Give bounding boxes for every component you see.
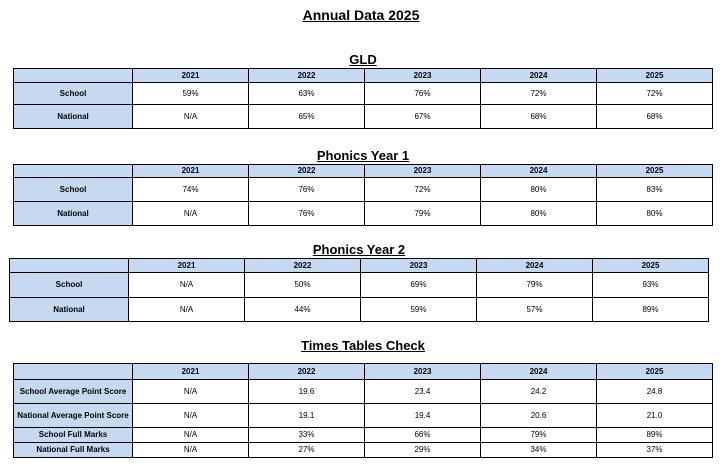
value-cell: 80% <box>481 202 597 226</box>
row-label: National <box>10 298 129 322</box>
table-row <box>14 178 713 202</box>
year-header: 2023 <box>361 259 477 273</box>
value-cell: 24.8 <box>597 380 713 404</box>
row-label: National Full Marks <box>14 443 133 458</box>
value-cell: 93% <box>593 273 709 298</box>
value-cell: 23.4 <box>365 380 481 404</box>
value-cell: N/A <box>129 298 245 322</box>
corner-cell <box>10 259 129 273</box>
value-cell: N/A <box>133 202 249 226</box>
times-tables-check-section-title: Times Tables Check <box>301 338 425 353</box>
year-header: 2021 <box>129 259 245 273</box>
value-cell: 76% <box>249 178 365 202</box>
year-header: 2023 <box>365 364 481 380</box>
times-tables-check-table <box>13 363 713 458</box>
gld-section-title: GLD <box>349 52 377 67</box>
value-cell: 33% <box>249 428 365 443</box>
value-cell: 68% <box>597 105 713 129</box>
row-label: School <box>14 83 133 105</box>
value-cell: 80% <box>481 178 597 202</box>
value-cell: 89% <box>593 298 709 322</box>
year-header: 2021 <box>133 69 249 83</box>
value-cell: N/A <box>133 443 249 458</box>
value-cell: 63% <box>249 83 365 105</box>
gld-table <box>13 68 713 129</box>
value-cell: 19.6 <box>249 380 365 404</box>
value-cell: 89% <box>597 428 713 443</box>
value-cell: 59% <box>361 298 477 322</box>
year-header: 2023 <box>365 69 481 83</box>
table-row <box>14 83 713 105</box>
value-cell: 34% <box>481 443 597 458</box>
value-cell: 24.2 <box>481 380 597 404</box>
value-cell: 57% <box>477 298 593 322</box>
row-label: National <box>14 105 133 129</box>
value-cell: 79% <box>477 273 593 298</box>
table-row <box>10 298 709 322</box>
table-row <box>14 428 713 443</box>
value-cell: N/A <box>133 404 249 428</box>
row-label: School Average Point Score <box>14 380 133 404</box>
year-header: 2024 <box>481 165 597 178</box>
table-row <box>14 443 713 458</box>
row-label: School Full Marks <box>14 428 133 443</box>
phonics-year-2-section-title: Phonics Year 2 <box>312 242 406 257</box>
value-cell: 44% <box>245 298 361 322</box>
year-header: 2022 <box>249 69 365 83</box>
value-cell: 65% <box>249 105 365 129</box>
value-cell: 79% <box>481 428 597 443</box>
value-cell: N/A <box>133 105 249 129</box>
year-header: 2025 <box>593 259 709 273</box>
page-title: Annual Data 2025 <box>302 7 420 23</box>
table-row <box>14 380 713 404</box>
phonics-year-2-table <box>9 258 709 322</box>
row-label: School <box>14 178 133 202</box>
table-row <box>10 273 709 298</box>
value-cell: 37% <box>597 443 713 458</box>
value-cell: 59% <box>133 83 249 105</box>
value-cell: 76% <box>365 83 481 105</box>
value-cell: 74% <box>133 178 249 202</box>
corner-cell <box>14 165 133 178</box>
value-cell: 29% <box>365 443 481 458</box>
value-cell: 68% <box>481 105 597 129</box>
table-row <box>14 105 713 129</box>
year-header: 2022 <box>249 165 365 178</box>
year-header: 2025 <box>597 364 713 380</box>
table-row <box>14 404 713 428</box>
table-row <box>14 202 713 226</box>
year-header: 2024 <box>481 364 597 380</box>
year-header: 2025 <box>597 165 713 178</box>
value-cell: N/A <box>133 428 249 443</box>
value-cell: 21.0 <box>597 404 713 428</box>
value-cell: N/A <box>129 273 245 298</box>
value-cell: N/A <box>133 380 249 404</box>
row-label: National <box>14 202 133 226</box>
phonics-year-1-table <box>13 164 713 226</box>
year-header: 2022 <box>245 259 361 273</box>
value-cell: 72% <box>597 83 713 105</box>
year-header: 2021 <box>133 364 249 380</box>
year-header: 2023 <box>365 165 481 178</box>
row-label: National Average Point Score <box>14 404 133 428</box>
value-cell: 19.4 <box>365 404 481 428</box>
value-cell: 72% <box>481 83 597 105</box>
year-header: 2022 <box>249 364 365 380</box>
corner-cell <box>14 364 133 380</box>
value-cell: 19.1 <box>249 404 365 428</box>
row-label: School <box>10 273 129 298</box>
value-cell: 67% <box>365 105 481 129</box>
value-cell: 27% <box>249 443 365 458</box>
value-cell: 76% <box>249 202 365 226</box>
phonics-year-1-section-title: Phonics Year 1 <box>316 148 410 163</box>
year-header: 2025 <box>597 69 713 83</box>
year-header: 2021 <box>133 165 249 178</box>
value-cell: 69% <box>361 273 477 298</box>
year-header: 2024 <box>481 69 597 83</box>
value-cell: 83% <box>597 178 713 202</box>
corner-cell <box>14 69 133 83</box>
value-cell: 66% <box>365 428 481 443</box>
value-cell: 80% <box>597 202 713 226</box>
value-cell: 50% <box>245 273 361 298</box>
value-cell: 20.6 <box>481 404 597 428</box>
year-header: 2024 <box>477 259 593 273</box>
value-cell: 72% <box>365 178 481 202</box>
value-cell: 79% <box>365 202 481 226</box>
